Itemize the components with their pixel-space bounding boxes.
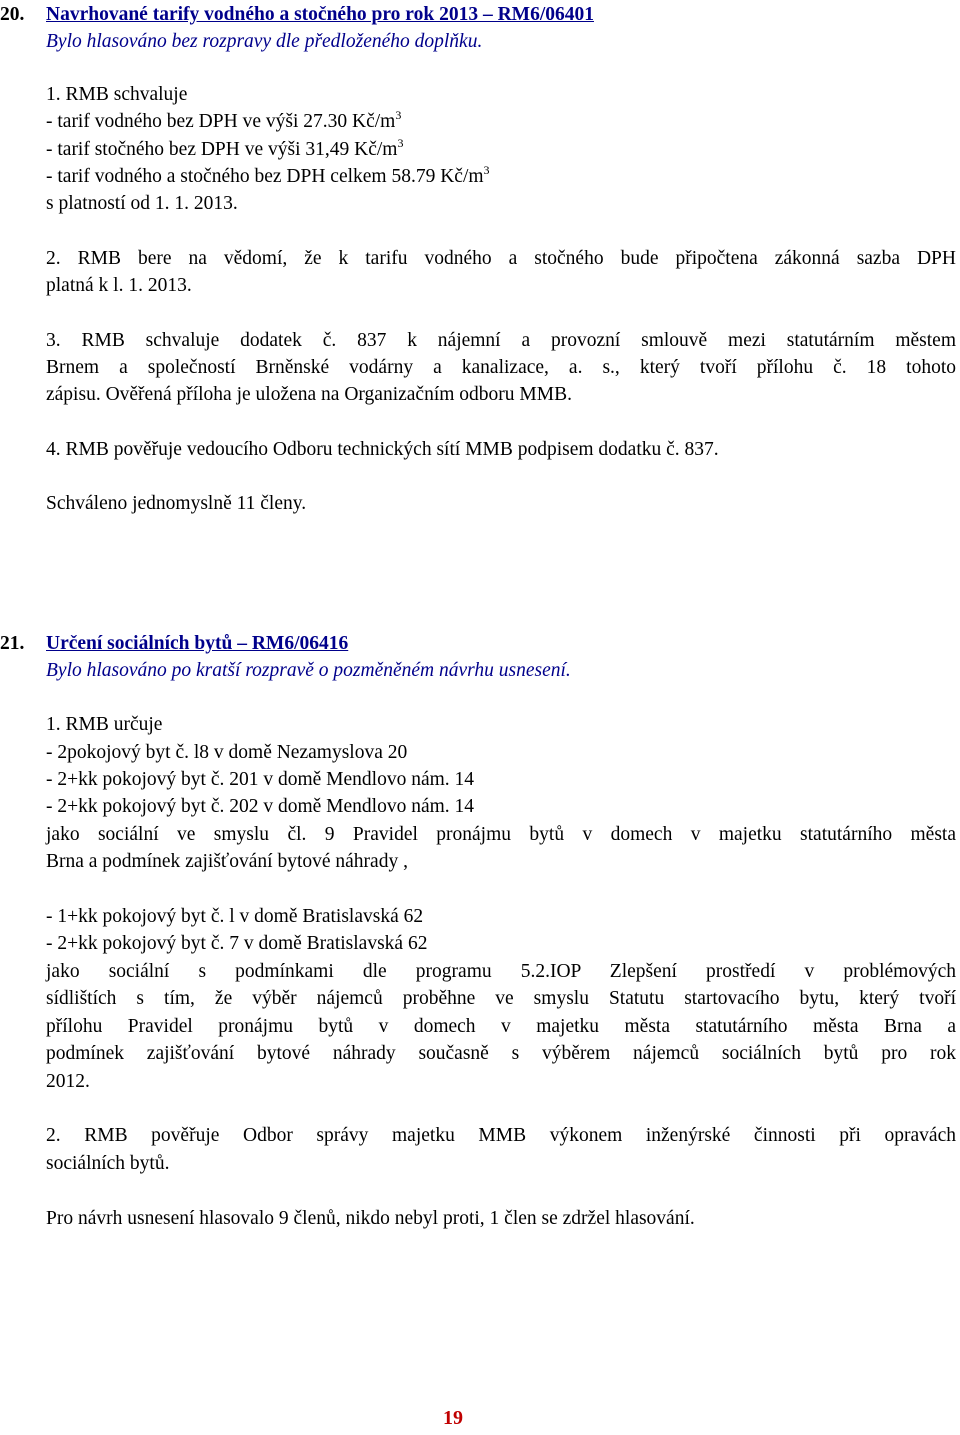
flat-item-4: - 1+kk pokojový byt č. l v domě Bratislavská 62	[46, 906, 424, 927]
resolution-3-line-2: Brnem a společností Brněnské vodárny a kanalizace, a. s., který tvoří přílohu č. 18 tohoto	[46, 357, 956, 378]
resolution-21-1-heading: 1. RMB určuje	[46, 714, 163, 735]
resolution-2-line-2: platná k l. 1. 2013.	[46, 275, 192, 296]
social-clause-1-line-2: Brna a podmínek zajišťování bytové náhrady ,	[46, 851, 408, 872]
resolution-4: 4. RMB pověřuje vedoucího Odboru technických sítí MMB podpisem dodatku č. 837.	[46, 439, 719, 460]
resolution-3-line-3: zápisu. Ověřená příloha je uložena na Organizačním odboru MMB.	[46, 384, 572, 405]
resolution-2-line-1: 2. RMB bere na vědomí, že k tarifu vodného a stočného bude připočtena zákonná sazba DPH	[46, 248, 956, 269]
resolution-21-2-line-2: sociálních bytů.	[46, 1153, 170, 1174]
vote-result-21: Pro návrh usnesení hlasovalo 9 členů, nikdo nebyl proti, 1 člen se zdržel hlasování.	[46, 1208, 695, 1229]
item-title-21: Určení sociálních bytů – RM6/06416	[46, 633, 349, 654]
tariff-validity: s platností od 1. 1. 2013.	[46, 193, 238, 214]
flat-item-2: - 2+kk pokojový byt č. 201 v domě Mendlovo nám. 14	[46, 769, 475, 790]
social-clause-2-line-2: sídlištích s tím, že výběr nájemců proběhne ve smyslu Statutu startovacího bytu, který tvoří	[46, 988, 956, 1009]
social-clause-2-line-4: podmínek zajišťování bytové náhrady současně s výběrem nájemců sociálních bytů pro rok	[46, 1043, 956, 1064]
flat-item-1: - 2pokojový byt č. l8 v domě Nezamyslova 20	[46, 742, 408, 763]
social-clause-2-line-5: 2012.	[46, 1071, 90, 1092]
approval-note-20: Schváleno jednomyslně 11 členy.	[46, 493, 307, 514]
item-number-20: 20.	[0, 4, 25, 25]
social-clause-2-line-1: jako sociální s podmínkami dle programu 5.2.IOP Zlepšení prostředí v problémových	[46, 961, 956, 982]
tariff-sewage: - tarif stočného bez DPH ve výši 31,49 $Kč/m^3$	[46, 136, 404, 160]
flat-item-3: - 2+kk pokojový byt č. 202 v domě Mendlovo nám. 14	[46, 796, 475, 817]
tariff-total: - tarif vodného a stočného bez DPH celkem 58.79 $Kč/m^3$	[46, 163, 490, 187]
item-number-21: 21.	[0, 633, 25, 654]
resolution-21-2-line-1: 2. RMB pověřuje Odbor správy majetku MMB výkonem inženýrské činnosti při opravách	[46, 1125, 956, 1146]
social-clause-1-line-1: jako sociální ve smyslu čl. 9 Pravidel pronájmu bytů v domech v majetku statutárního města	[46, 824, 956, 845]
page-number: 19	[443, 1407, 463, 1429]
resolution-3-line-1: 3. RMB schvaluje dodatek č. 837 k nájemní a provozní smlouvě mezi statutárním městem	[46, 330, 956, 351]
item-title-20: Navrhované tarify vodného a stočného pro rok 2013 – RM6/06401	[46, 4, 594, 25]
vote-note-20: Bylo hlasováno bez rozpravy dle předloženého doplňku.	[46, 31, 483, 52]
social-clause-2-line-3: přílohu Pravidel pronájmu bytů v domech v majetku města statutárního města Brna a	[46, 1016, 956, 1037]
vote-note-21: Bylo hlasováno po kratší rozpravě o pozměněném návrhu usnesení.	[46, 660, 571, 681]
tariff-water: - tarif vodného bez DPH ve výši 27.30 $Kč/m^3$	[46, 108, 402, 132]
resolution-1-heading: 1. RMB schvaluje	[46, 84, 188, 105]
flat-item-5: - 2+kk pokojový byt č. 7 v domě Bratislavská 62	[46, 933, 428, 954]
